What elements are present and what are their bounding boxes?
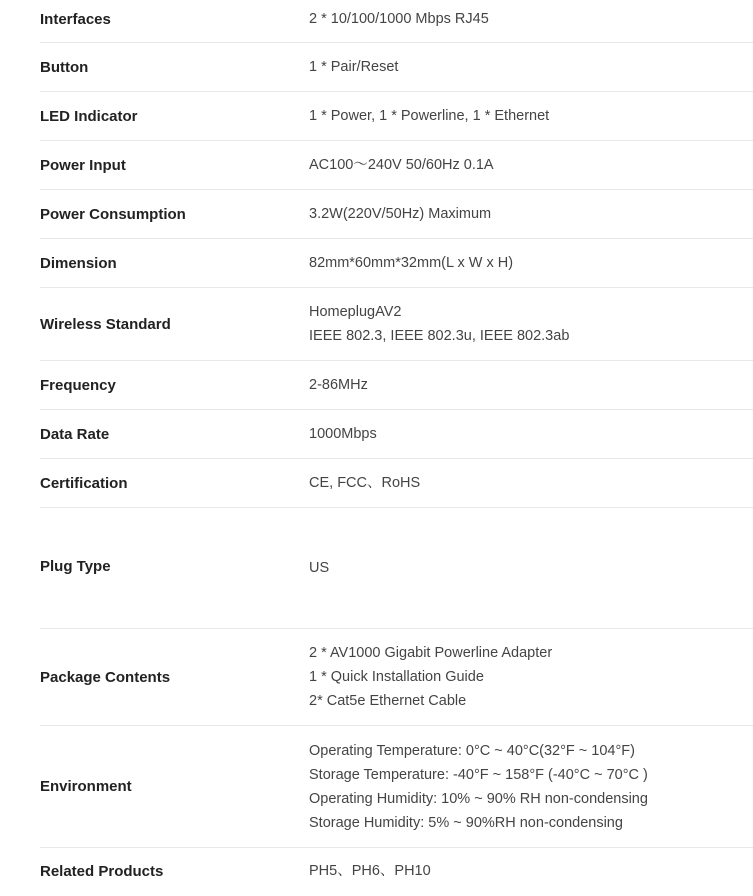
spec-row-data-rate — [40, 410, 753, 459]
spec-value — [309, 373, 753, 397]
spec-label: Power Consumption — [40, 205, 186, 223]
spec-label: Related Products — [40, 862, 164, 880]
spec-row-power-input — [40, 141, 753, 190]
spec-value — [309, 422, 753, 446]
spec-row-button — [40, 43, 753, 92]
spec-label: Wireless Standard — [40, 315, 171, 333]
spec-value-line: CE, FCC、RoHS — [309, 475, 421, 491]
spec-label: LED Indicator — [40, 107, 138, 125]
spec-value — [309, 859, 753, 883]
spec-value-line: Storage Humidity: 5% ~ 90%RH non-condensing — [309, 814, 623, 831]
spec-value — [309, 153, 753, 177]
spec-value-line: Storage Temperature: -40°F ~ 158°F (-40°C ~ 70°C ) — [309, 766, 648, 783]
spec-row-plug-type — [40, 508, 753, 629]
spec-row-environment — [40, 726, 753, 848]
spec-label: Button — [40, 58, 89, 76]
spec-value — [309, 739, 753, 835]
spec-label: Frequency — [40, 376, 116, 394]
spec-value — [309, 471, 753, 495]
spec-row-related-products — [40, 848, 753, 894]
spec-value-line: 2* Cat5e Ethernet Cable — [309, 693, 467, 709]
spec-value — [309, 7, 753, 31]
spec-label: Interfaces — [40, 10, 111, 28]
spec-label: Plug Type — [40, 557, 111, 575]
spec-row-interfaces — [40, 0, 753, 43]
spec-value-line: 1000Mbps — [309, 426, 377, 442]
spec-value-line: IEEE 802.3, IEEE 802.3u, IEEE 802.3ab — [309, 328, 570, 344]
spec-label: Certification — [40, 474, 128, 492]
spec-value — [309, 556, 753, 580]
spec-value-line: US — [309, 560, 330, 576]
spec-value-line: 2 * 10/100/1000 Mbps RJ45 — [309, 11, 489, 27]
spec-row-led-indicator — [40, 92, 753, 141]
spec-value-line: 82mm*60mm*32mm(L x W x H) — [309, 255, 514, 271]
spec-value-line: 1 * Quick Installation Guide — [309, 669, 484, 685]
spec-value-line: Operating Humidity: 10% ~ 90% RH non-condensing — [309, 790, 648, 807]
spec-label: Environment — [40, 778, 132, 795]
spec-row-dimension — [40, 239, 753, 288]
spec-value-line: AC100～240V 50/60Hz 0.1A — [309, 157, 494, 173]
spec-value-line: HomeplugAV2 — [309, 304, 402, 320]
spec-label: Dimension — [40, 254, 117, 272]
spec-value — [309, 202, 753, 226]
spec-value — [309, 641, 753, 713]
spec-value-line: Operating Temperature: 0°C ~ 40°C(32°F ~ 104°F) — [309, 742, 635, 759]
spec-value — [309, 55, 753, 79]
spec-row-power-consumption — [40, 190, 753, 239]
spec-value-line: 2 * AV1000 Gigabit Powerline Adapter — [309, 645, 553, 661]
spec-row-wireless-standard — [40, 288, 753, 361]
spec-value-line: 2-86MHz — [309, 377, 368, 393]
spec-value — [309, 104, 753, 128]
spec-value-line: 1 * Power, 1 * Powerline, 1 * Ethernet — [309, 108, 550, 124]
spec-value — [309, 251, 753, 275]
spec-value-line: 1 * Pair/Reset — [309, 59, 399, 75]
spec-table — [40, 0, 753, 894]
spec-label: Package Contents — [40, 668, 171, 686]
spec-value-line: PH5、PH6、PH10 — [309, 863, 431, 879]
spec-row-certification — [40, 459, 753, 508]
spec-value-line: 3.2W(220V/50Hz) Maximum — [309, 206, 492, 222]
spec-label: Power Input — [40, 156, 126, 174]
spec-row-package-contents — [40, 629, 753, 726]
spec-label: Data Rate — [40, 425, 110, 443]
spec-row-frequency — [40, 361, 753, 410]
spec-value — [309, 300, 753, 348]
